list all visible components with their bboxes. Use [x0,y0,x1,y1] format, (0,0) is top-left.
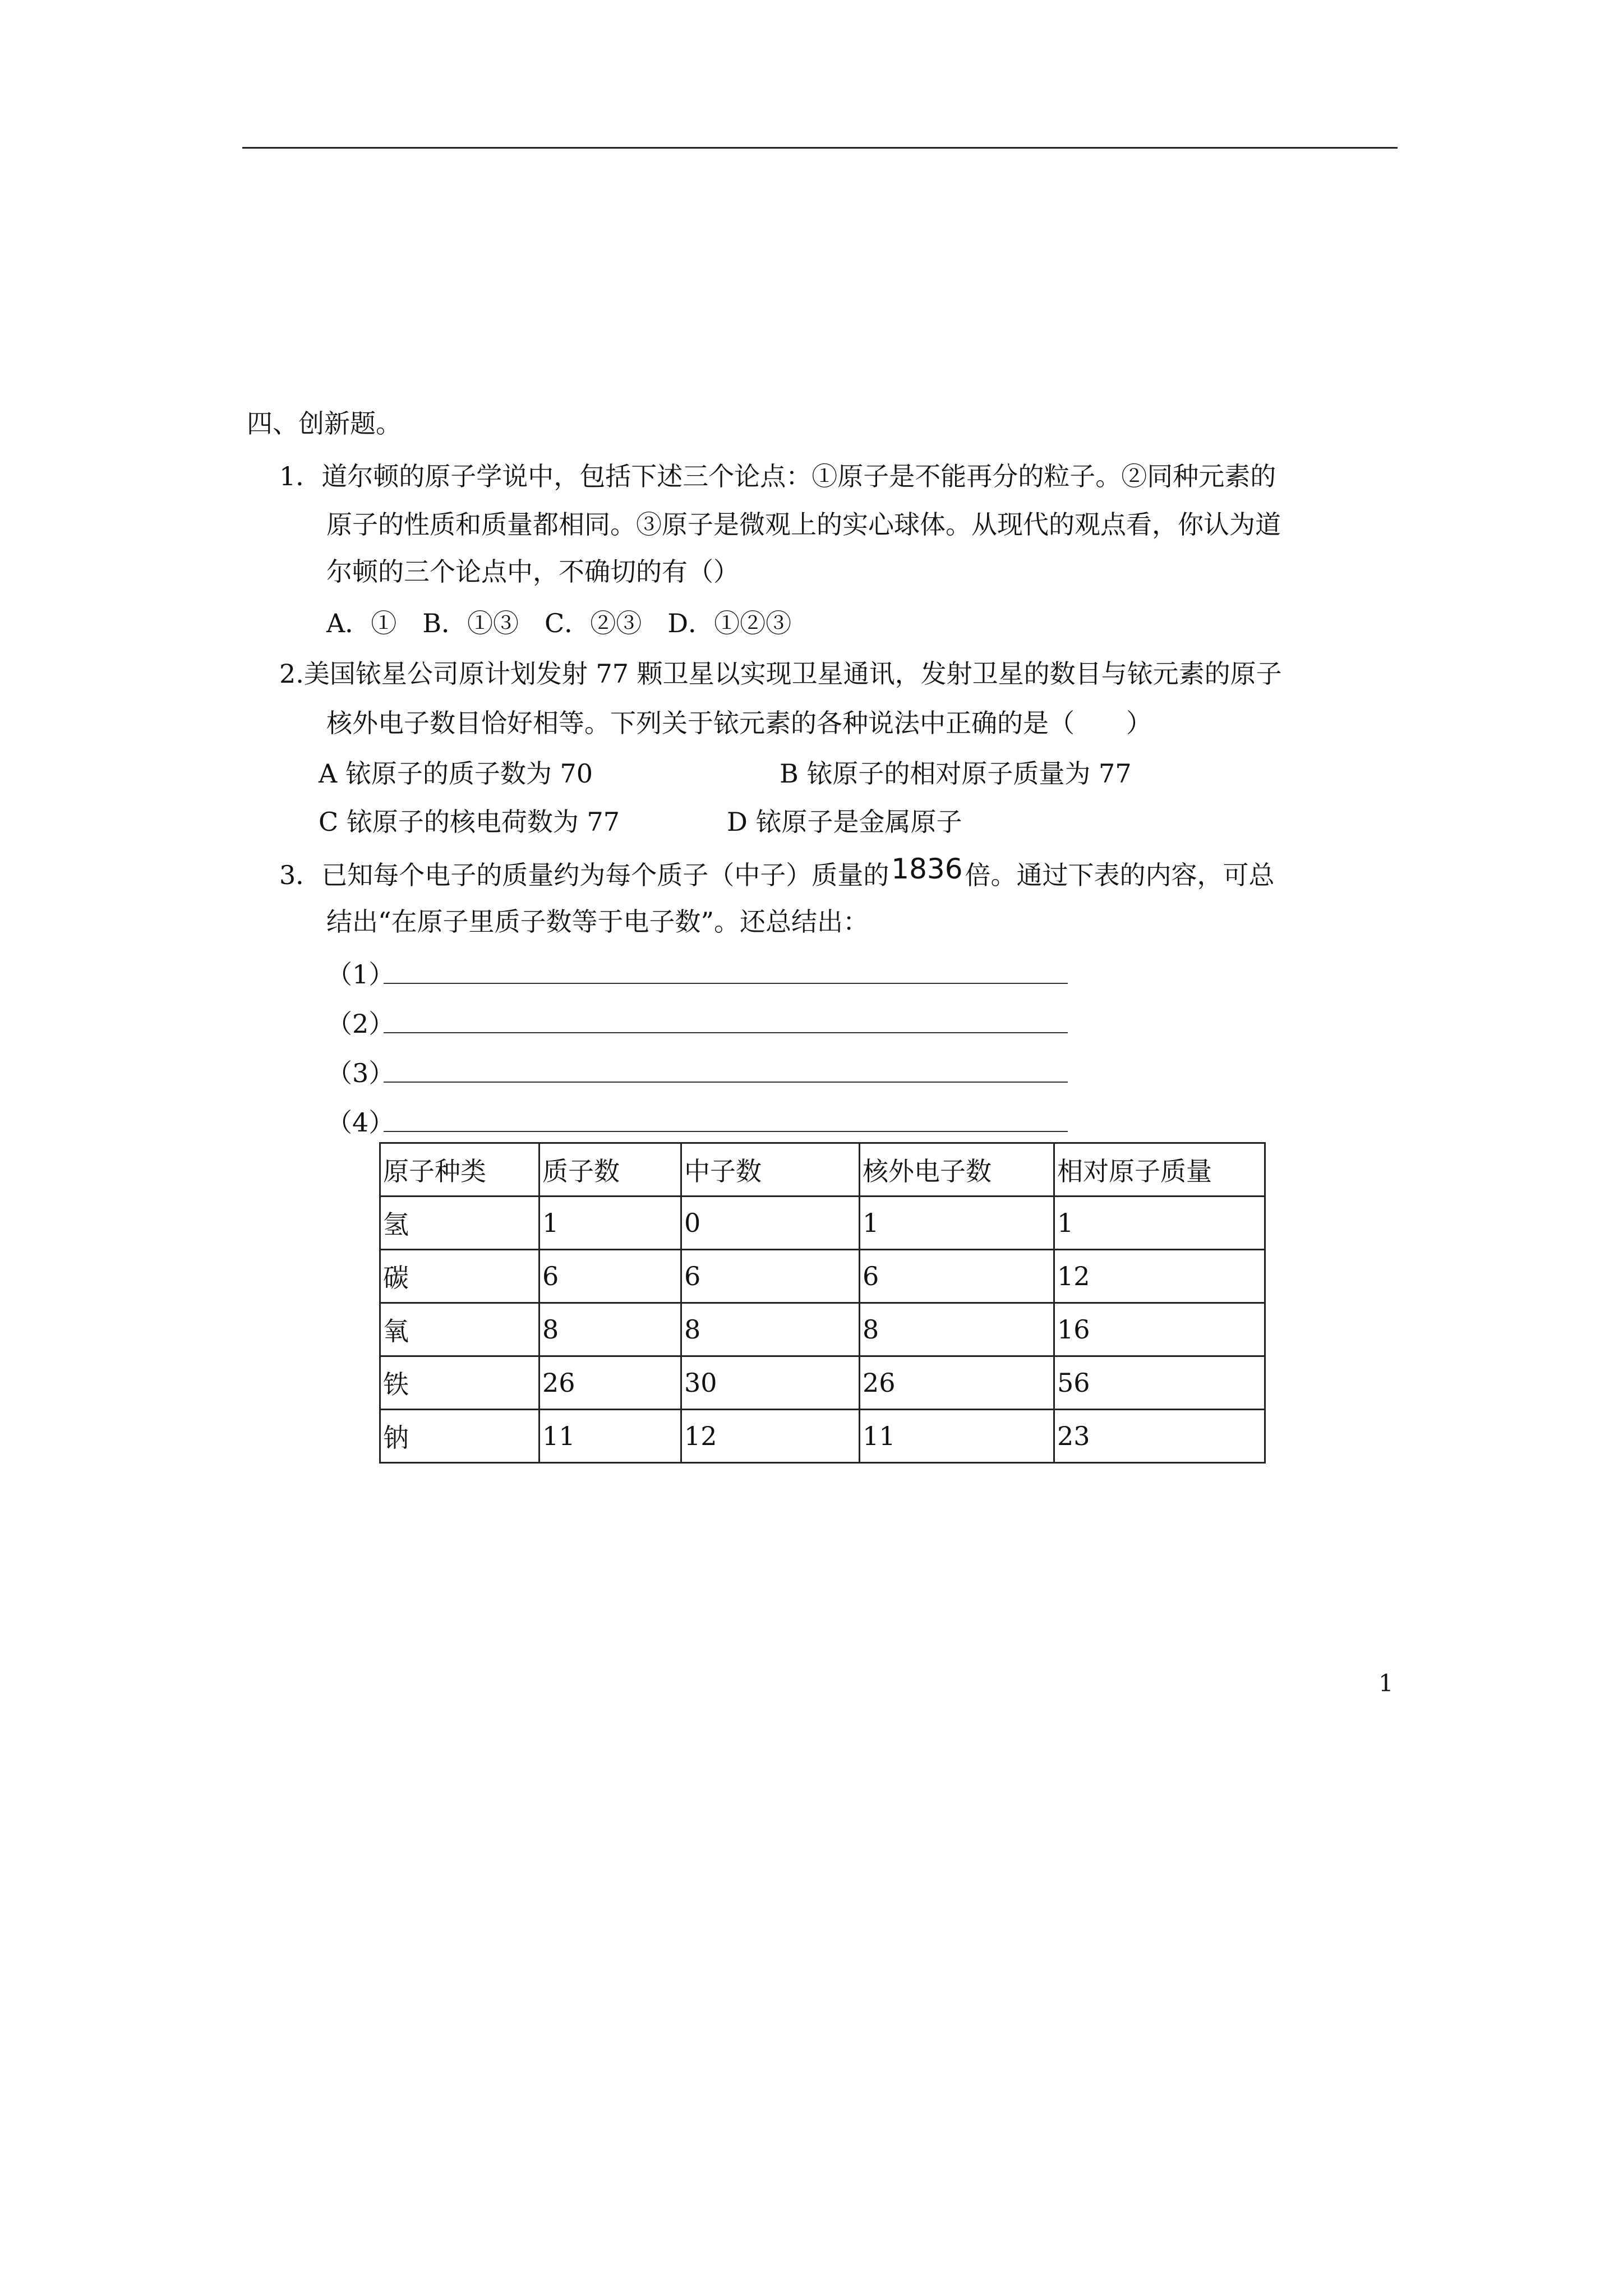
table-cell: 12 [681,1410,860,1463]
table-cell: 6 [860,1250,1054,1303]
table-cell: 碳 [380,1250,540,1303]
section-title: 四、创新题。 [247,408,402,439]
table-row [380,1197,1265,1250]
table-cell: 11 [860,1410,1054,1463]
question-2-option-b: B 铱原子的相对原子质量为 77 [780,758,1132,789]
table-cell: 26 [860,1356,1054,1410]
table-cell: 30 [681,1356,860,1410]
blank-label-2: （2） [326,1009,395,1039]
table-row [380,1356,1265,1410]
atom-data-table [379,1142,1266,1464]
answer-blank-4[interactable] [384,1131,1068,1132]
question-1-line-1: 1．道尔顿的原子学说中，包括下述三个论点：①原子是不能再分的粒子。②同种元素的 [279,461,1276,491]
question-2-option-d: D 铱原子是金属原子 [727,807,962,837]
table-header-cell: 中子数 [681,1143,860,1197]
question-2-line-1: 2.美国铱星公司原计划发射 77 颗卫星以实现卫星通讯，发射卫星的数目与铱元素的原子 [279,659,1282,689]
table-cell: 11 [540,1410,681,1463]
table-cell: 钠 [380,1410,540,1463]
table-row [380,1303,1265,1356]
table-cell: 氢 [380,1197,540,1250]
question-3-line-2: 结出“在原子里质子数等于电子数”。还总结出： [326,907,869,937]
answer-blank-2[interactable] [384,1032,1068,1033]
electron-mass-ratio: 1836 [891,853,963,885]
question-3-text-pre: 3．已知每个电子的质量约为每个质子（中子）质量的 [279,860,889,890]
header-rule [242,147,1398,149]
answer-blank-1[interactable] [384,983,1068,984]
table-cell: 氧 [380,1303,540,1356]
table-header-cell: 核外电子数 [860,1143,1054,1197]
table-cell: 8 [540,1303,681,1356]
question-3-text-post: 倍。通过下表的内容，可总 [965,860,1275,890]
question-1-line-2: 原子的性质和质量都相同。③原子是微观上的实心球体。从现代的观点看，你认为道 [326,509,1281,540]
table-cell: 6 [681,1250,860,1303]
table-cell: 23 [1054,1410,1265,1463]
answer-blank-3[interactable] [384,1082,1068,1083]
table-cell: 铁 [380,1356,540,1410]
table-cell: 0 [681,1197,860,1250]
table-cell: 56 [1054,1356,1265,1410]
table-header-cell: 质子数 [540,1143,681,1197]
table-row [380,1410,1265,1463]
question-1-options: A．① B．①③ C．②③ D．①②③ [326,608,792,638]
table-cell: 26 [540,1356,681,1410]
table-header-cell: 原子种类 [380,1143,540,1197]
page-number: 1 [1378,1669,1394,1697]
table-cell: 16 [1054,1303,1265,1356]
question-2-option-c: C 铱原子的核电荷数为 77 [319,807,620,837]
question-2-option-a: A 铱原子的质子数为 70 [319,758,593,789]
table-cell: 8 [681,1303,860,1356]
blank-label-1: （1） [326,959,395,990]
table-cell: 1 [860,1197,1054,1250]
question-2-line-2: 核外电子数目恰好相等。下列关于铱元素的各种说法中正确的是（ ） [326,708,1152,738]
blank-label-3: （3） [326,1058,395,1088]
table-header-cell: 相对原子质量 [1054,1143,1265,1197]
table-header-row [380,1143,1265,1197]
table-cell: 6 [540,1250,681,1303]
blank-label-4: （4） [326,1107,395,1138]
table-cell: 8 [860,1303,1054,1356]
table-cell: 1 [540,1197,681,1250]
table-cell: 12 [1054,1250,1265,1303]
table-cell: 1 [1054,1197,1265,1250]
question-3-line-1 [279,853,1275,890]
question-1-line-3: 尔顿的三个论点中，不确切的有（） [326,556,739,587]
table-row [380,1250,1265,1303]
